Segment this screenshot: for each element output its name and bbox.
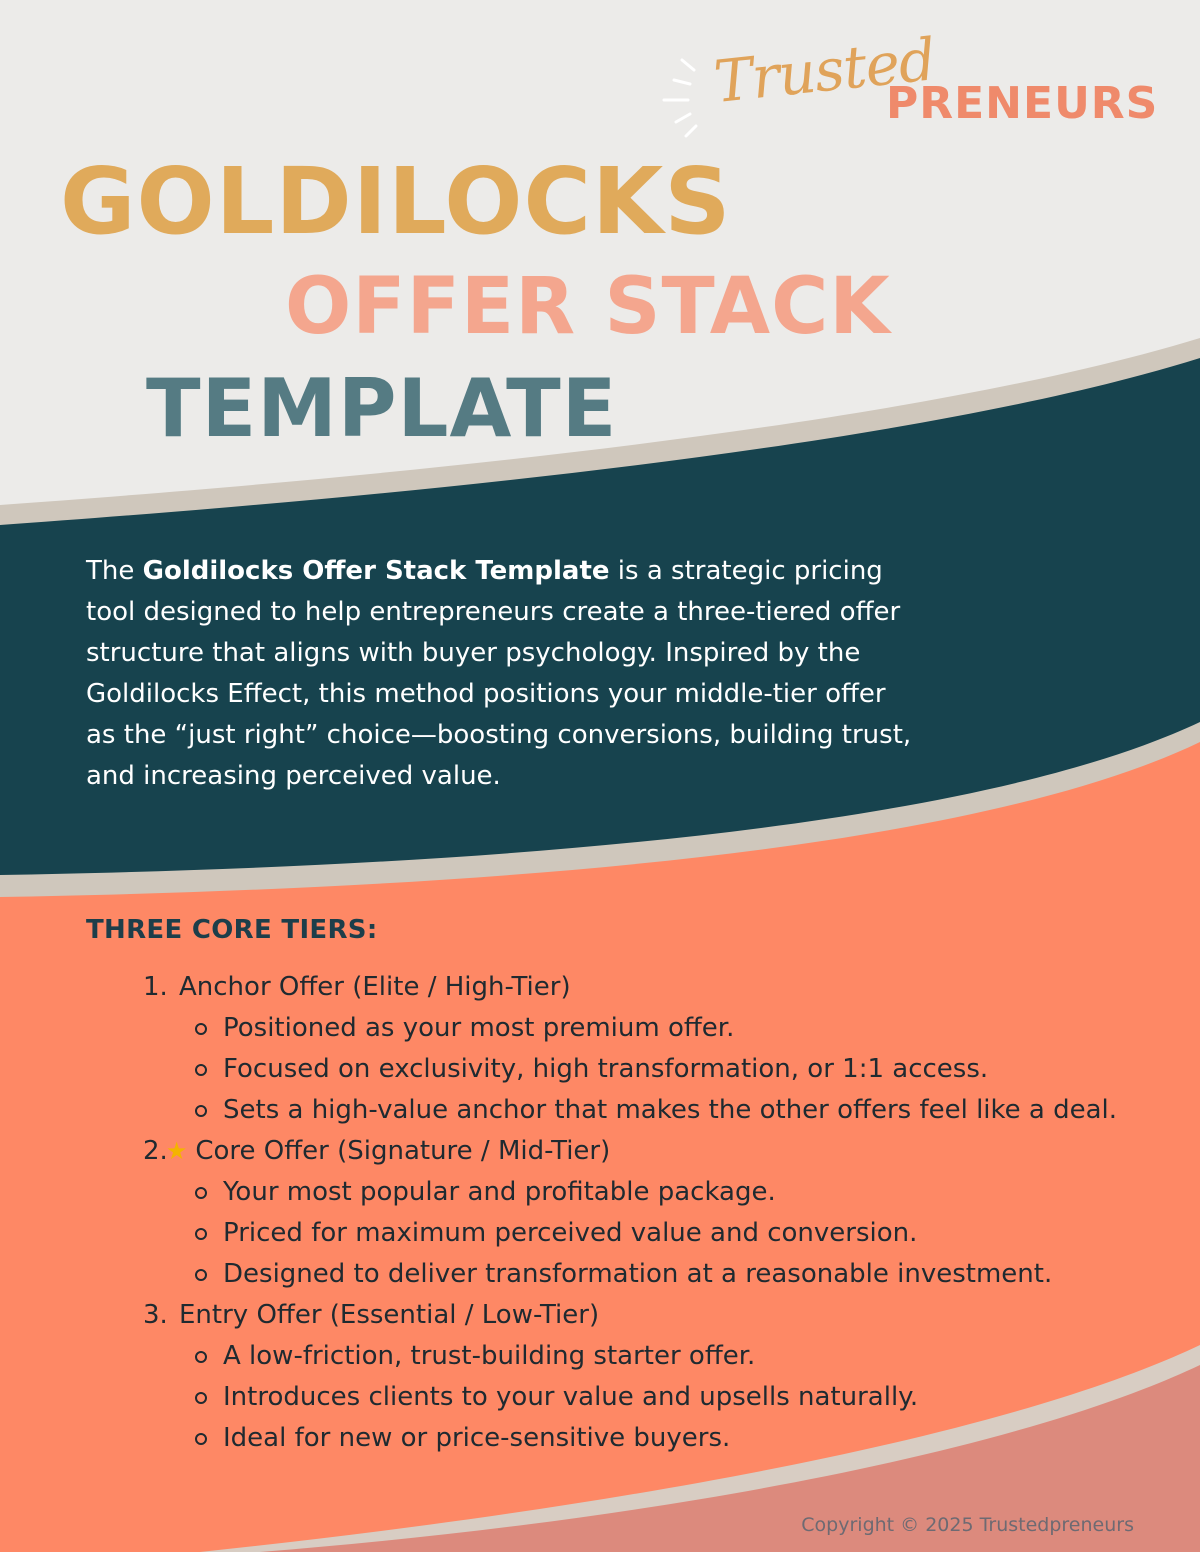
brand-logo: [660, 25, 1160, 158]
list-item: [143, 1254, 1183, 1295]
title-line-2: OFFER STACK: [285, 262, 891, 352]
tier-number: 1.: [143, 972, 168, 1002]
bullet-icon: [195, 1023, 207, 1035]
bullet-text: A low-friction, trust-building starter offer.: [223, 1341, 756, 1371]
bullet-icon: [195, 1105, 207, 1117]
list-item: [143, 1213, 1183, 1254]
tier-title-line: [143, 967, 1183, 1008]
bullet-text: Designed to deliver transformation at a reasonable investment.: [223, 1259, 1053, 1289]
tier-title: Entry Offer (Essential / Low-Tier): [179, 1300, 600, 1330]
tier-title-line: [143, 1295, 1183, 1336]
bullet-icon: [195, 1064, 207, 1076]
sparkle-rays-icon: [660, 48, 720, 148]
tier-item: [143, 967, 1183, 1131]
list-item: [143, 1090, 1183, 1131]
bullet-icon: [195, 1228, 207, 1240]
list-item: [143, 1008, 1183, 1049]
intro-paragraph: [86, 551, 916, 797]
list-item: [143, 1172, 1183, 1213]
bullet-text: Introduces clients to your value and upsells naturally.: [223, 1382, 919, 1412]
tier-title: Anchor Offer (Elite / High-Tier): [179, 972, 571, 1002]
list-item: [143, 1049, 1183, 1090]
tiers-heading: THREE CORE TIERS:: [86, 915, 378, 945]
tier-title-line: [143, 1131, 1183, 1172]
list-item: [143, 1418, 1183, 1459]
tier-number: 2.: [143, 1136, 168, 1166]
tier-title: Core Offer (Signature / Mid-Tier): [195, 1136, 611, 1166]
intro-bold: Goldilocks Offer Stack Template: [142, 556, 610, 586]
title-line-3: TEMPLATE: [146, 362, 618, 455]
intro-prefix: The: [86, 556, 143, 586]
tier-item: [143, 1131, 1183, 1295]
bullet-text: Your most popular and profitable package.: [223, 1177, 776, 1207]
bullet-icon: [195, 1392, 207, 1404]
bullet-text: Positioned as your most premium offer.: [223, 1013, 735, 1043]
bullet-icon: [195, 1269, 207, 1281]
bullet-text: Focused on exclusivity, high transformation, or 1:1 access.: [223, 1054, 989, 1084]
bullet-icon: [195, 1351, 207, 1363]
bullet-text: Priced for maximum perceived value and conversion.: [223, 1218, 918, 1248]
tier-number: 3.: [143, 1300, 168, 1330]
list-item: [143, 1336, 1183, 1377]
tier-item: [143, 1295, 1183, 1459]
star-icon: ★: [165, 1137, 188, 1165]
intro-suffix: is a strategic pricing tool designed to help entrepreneurs create a three-tiered offer structure that aligns with buyer psychology. Inspired by the Goldilocks Effect, this method positions your middle-tier offer as the “just right” choice—boosting conversions, building trust, and increasing perceived value.: [86, 556, 912, 791]
bullet-text: Ideal for new or price-sensitive buyers.: [223, 1423, 731, 1453]
tiers-list: [143, 967, 1183, 1459]
bullet-icon: [195, 1433, 207, 1445]
copyright-text: Copyright © 2025 Trustedpreneurs: [801, 1514, 1134, 1536]
bullet-text: Sets a high-value anchor that makes the other offers feel like a deal.: [223, 1095, 1118, 1125]
brand-script-text: Trusted: [710, 25, 939, 116]
bullet-icon: [195, 1187, 207, 1199]
brand-caps-text: PRENEURS: [886, 78, 1159, 129]
list-item: [143, 1377, 1183, 1418]
title-line-1: GOLDILOCKS: [60, 148, 732, 255]
